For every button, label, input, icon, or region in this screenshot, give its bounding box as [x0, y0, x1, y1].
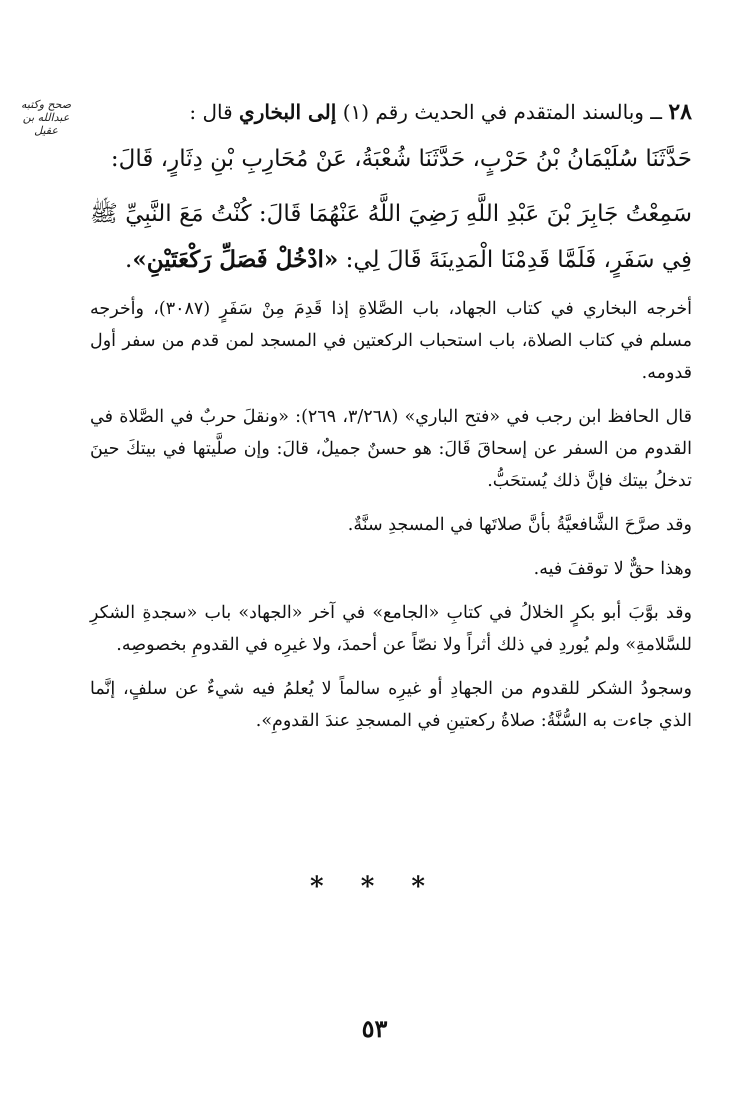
commentary-paragraph: وقد صرَّحَ الشَّافعيَّةُ بأنَّ صلاتَها في المسجدِ سنَّةٌ. — [347, 515, 692, 535]
hadith-end: . — [125, 247, 133, 273]
page-number: ٥٣ — [361, 1014, 388, 1043]
heading-tail: قال : — [189, 100, 233, 124]
heading-text: ــ وبالسند المتقدم في الحديث رقم (١) — [342, 100, 662, 124]
commentary-paragraph: قال الحافظ ابن رجب في «فتح الباري» (٣/٢٦٨، ٢٦٩): «ونقلَ حربٌ في الصَّلاة في القدوم من السفر عن إسحاقَ قَالَ: هو حسنٌ جميلٌ، قالَ: وإن صلَّيتها في بيتكَ حينَ تدخلُ بيتك فإنَّ ذلك يُستحَبُّ. — [90, 407, 692, 491]
commentary-paragraph: وقد بوَّبَ أبو بكرٍ الخلالُ في كتابِ «الجامع» في آخر «الجهاد» باب «سجدةِ الشكرِ للسَّلامةِ» ولم يُوردِ في ذلك أثراً ولا نصّاً عن أحمدَ، ولا غيرِه في القدومِ بخصوصِه. — [90, 603, 692, 655]
hadith-number: ٢٨ — [668, 99, 692, 125]
hadith-quote: «ادْخُلْ فَصَلِّ رَكْعَتَيْنِ» — [132, 246, 339, 273]
heading-bold-text: إلى البخاري — [239, 100, 337, 124]
commentary-paragraph: وسجودُ الشكر للقدوم من الجهادِ أو غيرِه سالماً لا يُعلمُ فيه شيءٌ عن سلفٍ، إنَّما الذي جاءت به السُّنَّةُ: صلاةُ ركعتينِ في المسجدِ عندَ القدومِ». — [90, 679, 692, 731]
hadith-chain: حَدَّثَنَا سُلَيْمَانُ بْنُ حَرْبٍ، حَدَّثَنَا شُعْبَةُ، عَنْ مُحَارِبِ بْنِ دِثَارٍ، قَالَ: — [110, 146, 692, 172]
section-divider-asterisks: * * * — [310, 872, 439, 902]
hadith-body: سَمِعْتُ جَابِرَ بْنَ عَبْدِ اللَّهِ رَضِيَ اللَّهُ عَنْهُمَا قَالَ: كُنْتُ مَعَ النَّبِيِّ ﷺ فِي سَفَرٍ، فَلَمَّا قَدِمْنَا الْمَدِينَةَ قَالَ لِي: — [90, 201, 692, 273]
takhrij-paragraph: أخرجه البخاري في كتاب الجهاد، باب الصَّلاةِ إذا قَدِمَ مِنْ سَفَرٍ (٣٠٨٧)، وأخرجه مسلم في كتاب الصلاة، باب استحباب الركعتين في المسجد لمن قدم من سفر أول قدومه. — [90, 299, 692, 383]
hadith-text — [90, 192, 692, 283]
commentary-paragraph: وهذا حقٌّ لا توقفَ فيه. — [533, 559, 692, 579]
hadith-heading — [90, 95, 692, 129]
page-content — [90, 95, 692, 749]
handwritten-margin-note: صحح وكتبه عبدالله بن عقيل — [20, 98, 72, 137]
